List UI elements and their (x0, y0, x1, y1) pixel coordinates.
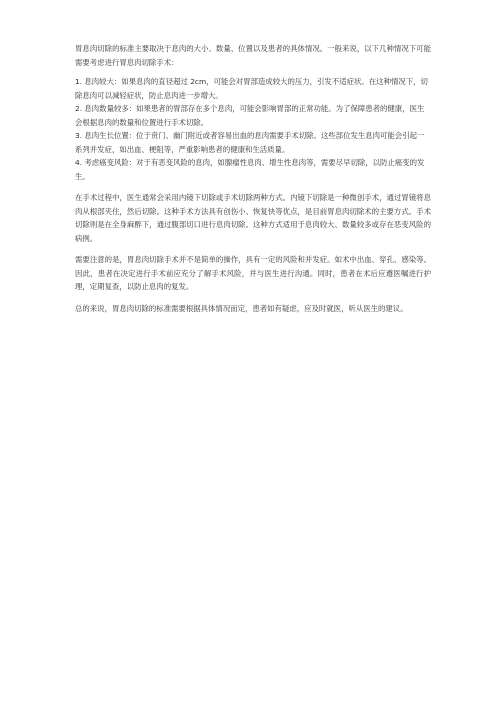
document-body (75, 42, 431, 315)
spacer (75, 245, 431, 253)
spacer (75, 183, 431, 191)
spacer (75, 294, 431, 302)
list-item: 2. 息肉数量较多：如果患者的胃部存在多个息肉，可能会影响胃部的正常功能。为了保障患者的健康，医生会根据息肉的数量和位置进行手术切除。 (75, 104, 425, 127)
conclusion-paragraph: 总的来说，胃息肉切除的标准需要根据具体情况而定，患者如有疑虑，应及时就医，听从医生的建议。 (75, 303, 408, 313)
risks-paragraph: 需要注意的是，胃息肉切除手术并不是简单的操作，具有一定的风险和并发症。如术中出血、穿孔、感染等。因此，患者在决定进行手术前应充分了解手术风险，并与医生进行沟通。同时，患者在术后应遵医嘱进行护理，定期复查，以防止息肉的复发。 (75, 255, 431, 291)
criteria-list (75, 75, 431, 183)
list-item: 3. 息肉生长位置：位于贲门、幽门附近或者容易出血的息肉需要手术切除。这些部位发生息肉可能会引起一系列并发症，如出血、梗阻等，严重影响患者的健康和生活质量。 (75, 131, 425, 154)
intro-paragraph: 胃息肉切除的标准主要取决于息肉的大小、数量、位置以及患者的具体情况。一般来说，以下几种情况下可能需要考虑进行胃息肉切除手术： (75, 44, 431, 67)
list-item: 4. 考虑癌变风险：对于有恶变风险的息肉，如腺瘤性息肉、增生性息肉等，需要尽早切除，以防止癌变的发生。 (75, 158, 425, 181)
list-item: 1. 息肉较大：如果息肉的直径超过 2cm，可能会对胃部造成较大的压力，引发不适症状。在这种情况下，切除息肉可以减轻症状，防止息肉进一步增大。 (75, 77, 428, 100)
surgery-methods-paragraph: 在手术过程中，医生通常会采用内镜下切除或手术切除两种方式。内镜下切除是一种微创手术，通过胃镜将息肉从根部夹住，然后切除。这种手术方法具有创伤小、恢复快等优点，是目前胃息肉切除术的主要方式。手术切除则是在全身麻醉下，通过腹部切口进行息肉切除。这种方式适用于息肉较大、数量较多或存在恶变风险的病例。 (75, 193, 431, 243)
